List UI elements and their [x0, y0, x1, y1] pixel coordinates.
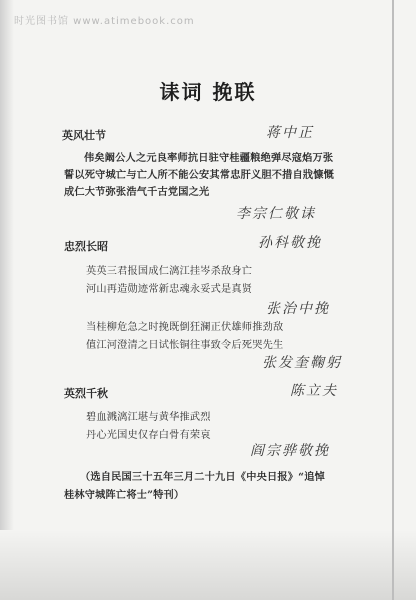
section-heading-1: 英风壮节 — [62, 129, 106, 142]
source-note-line-1: （选自民国三十五年三月二十九日《中央日报》“追悼 — [80, 471, 325, 483]
couplet-sun-1: 英英三君报国成仁漓江挂岑杀敌身亡 — [86, 266, 253, 277]
couplet-chen-2: 丹心光国史仅存白骨有荣哀 — [86, 430, 211, 441]
section-heading-2: 忠烈长昭 — [64, 240, 108, 253]
signature-sun: 孙科敬挽 — [258, 235, 322, 251]
source-note-line-2: 桂林守城阵亡将士”特刊） — [64, 489, 185, 501]
signature-li: 李宗仁敬诔 — [236, 206, 316, 222]
page-shadow-bottom — [0, 530, 416, 600]
signature-zhang-zhizhong: 张治中挽 — [266, 301, 330, 317]
watermark: 时光图书馆 www.atimebook.com — [14, 16, 195, 27]
couplet-chen-1: 碧血溅漓江堪与黄华推武烈 — [86, 412, 211, 423]
signature-zhang-fakui: 张发奎鞠躬 — [262, 355, 342, 371]
couplet-sun-2: 河山再造勋迹常新忠魂永妥式是真贤 — [86, 284, 253, 295]
elegy-line-3: 成仁大节弥张浩气千古党国之光 — [64, 186, 210, 198]
signature-jiang: 蒋中正 — [266, 125, 314, 141]
signature-chen: 陈立夫 — [290, 383, 338, 399]
elegy-line-2: 誓以死守城亡与亡人所不能公安其常忠肝义胆不措自戕慷慨 — [64, 169, 335, 181]
page-title: 诔词 挽联 — [159, 80, 257, 104]
signature-yan: 阎宗骅敬挽 — [250, 443, 330, 459]
elegy-line-1: 伟矣阚公人之元良率师抗日驻守桂疆粮绝弹尽寇焰万张 — [84, 152, 334, 164]
couplet-zhang-1: 当桂柳危急之时挽既倒狂澜正伏雄师推劲敌 — [86, 322, 284, 333]
couplet-zhang-2: 值江河澄清之日试怅铜往事致令后死哭先生 — [86, 340, 284, 351]
section-heading-3: 英烈千秋 — [64, 387, 108, 400]
